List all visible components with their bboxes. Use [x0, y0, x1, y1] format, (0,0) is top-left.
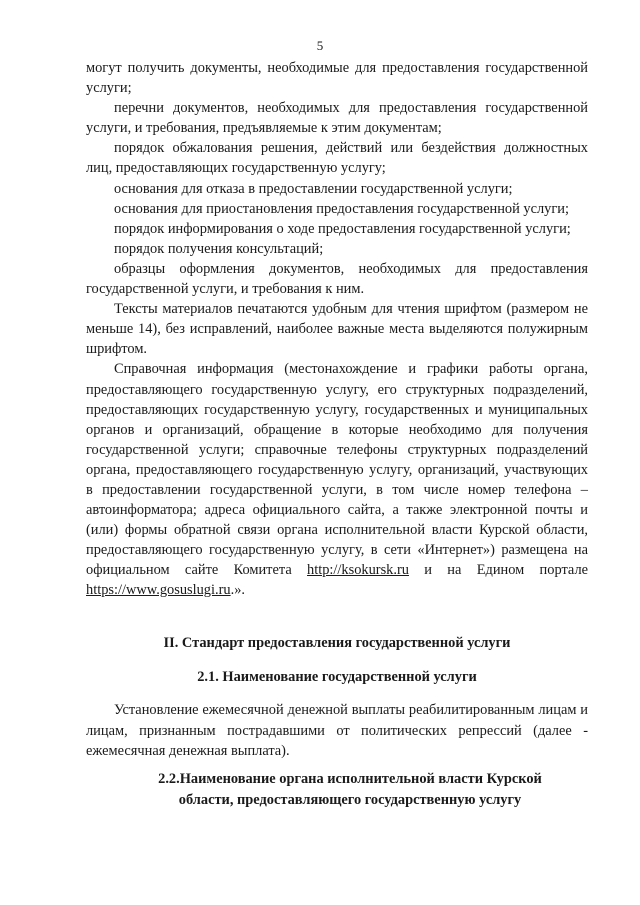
paragraph-refusal-grounds: основания для отказа в предоставлении государственной услуги; — [114, 180, 513, 197]
paragraph-reference-info — [86, 359, 588, 600]
reference-info-end: .». — [230, 582, 245, 599]
body-text — [86, 58, 588, 601]
subsection-2-title: 2.2.Наименование органа исполнительной власти Курской области, предоставляющего государственную услугу — [158, 771, 542, 808]
reference-info-text: Справочная информация (местонахождение и графики работы органа, предоставляющего государственную услугу, его структурных подразделений, предоставляющих государственную услугу, государственных и муниципальных органов и организаций, обращение в которые необходимо для получения государственной услуги; справочные телефоны структурных подразделений органа, предоставляющего государственную услугу, организаций, участвующих в предоставлении государственной услуги, в том числе номер телефона – автоинформатора; адреса официального сайта, а также электронной почты и (или) формы обратной связи органа исполнительной власти Курской области, предоставляющего государственную услугу, в сети «Интернет») размещена на официальном сайте Комитета — [86, 361, 588, 579]
paragraph-document-list: перечни документов, необходимых для предоставления государственной услуги, и требования, предъявляемые к этим документам; — [86, 100, 588, 137]
subsection-1-title: 2.1. Наименование государственной услуги — [197, 669, 477, 685]
section-title: II. Стандарт предоставления государственной услуги — [163, 635, 511, 651]
paragraph-font-requirements: Тексты материалов печатаются удобным для чтения шрифтом (размером не меньше 14), без исправлений, наиболее важные места выделяются полужирным шрифтом. — [86, 301, 588, 358]
paragraph-suspension-grounds: основания для приостановления предоставления государственной услуги; — [114, 200, 569, 217]
paragraph-document-samples: образцы оформления документов, необходимых для предоставления государственной услуги, и требования к ним. — [86, 260, 588, 298]
paragraph-progress-info: порядок информирования о ходе предоставления государственной услуги; — [114, 220, 571, 237]
gosuslugi-portal-link[interactable]: https://www.gosuslugi.ru — [86, 582, 231, 599]
paragraph-appeal-procedure: порядок обжалования решения, действий или бездействия должностных лиц, предоставляющих государственную услугу; — [86, 140, 588, 177]
paragraph-continuation: могут получить документы, необходимые для предоставления государственной услуги; — [86, 60, 588, 97]
page-number: 5 — [316, 38, 324, 53]
subsection-1-text: Установление ежемесячной денежной выплаты реабилитированным лицам и лицам, признанным пострадавшими от политических репрессий (далее - ежемесячная денежная выплата). — [86, 702, 588, 759]
reference-info-middle: и на Едином портале — [408, 562, 589, 579]
paragraph-consultations: порядок получения консультаций; — [114, 240, 324, 257]
committee-site-link[interactable]: http://ksokursk.ru — [307, 562, 409, 579]
